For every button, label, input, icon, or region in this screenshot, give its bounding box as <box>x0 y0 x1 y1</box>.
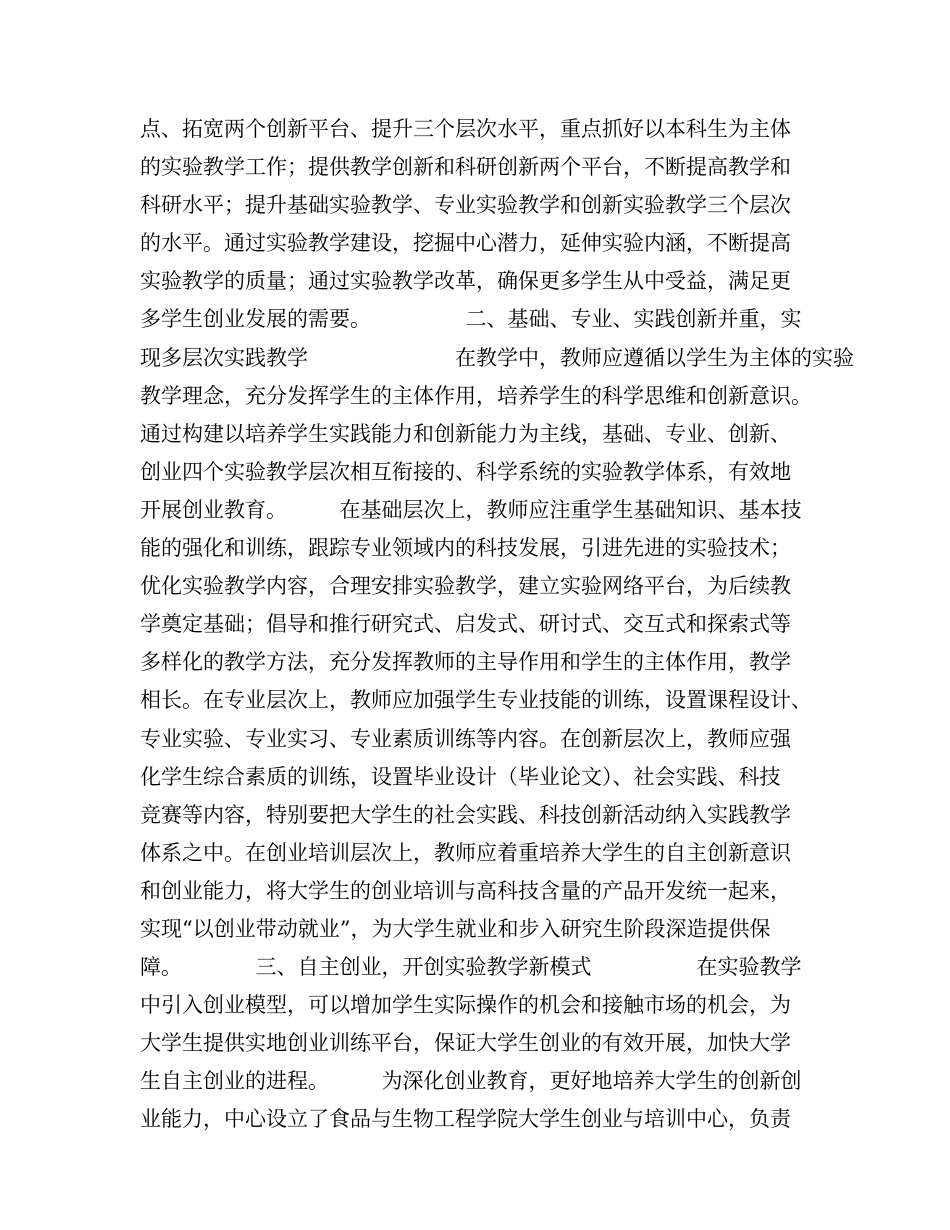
text-line: 的水平。通过实验教学建设，挖掘中心潜力，延伸实验内涵，不断提高 <box>140 231 791 256</box>
text-line: 优化实验教学内容，合理安排实验教学，建立实验网络平台，为后续教 <box>140 574 791 599</box>
body-text <box>140 110 854 1139</box>
text-line: 现多层次实践教学 在教学中，教师应遵循以学生为主体的实验 <box>140 345 854 370</box>
text-line: 通过构建以培养学生实践能力和创新能力为主线，基础、专业、创新、 <box>140 421 791 446</box>
text-line: 专业实验、专业实习、专业素质训练等内容。在创新层次上，教师应强 <box>140 726 791 751</box>
text-line: 和创业能力，将大学生的创业培训与高科技含量的产品开发统一起来， <box>140 878 791 903</box>
text-line: 业能力，中心设立了食品与生物工程学院大学生创业与培训中心，负责 <box>140 1107 791 1132</box>
text-line: 中引入创业模型，可以增加学生实际操作的机会和接触市场的机会，为 <box>140 993 791 1018</box>
text-line: 点、拓宽两个创新平台、提升三个层次水平，重点抓好以本科生为主体 <box>140 117 791 141</box>
text-line: 体系之中。在创业培训层次上，教师应着重培养大学生的自主创新意识 <box>140 840 791 865</box>
text-line: 教学理念，充分发挥学生的主体作用，培养学生的科学思维和创新意识。 <box>140 383 812 408</box>
text-line: 能的强化和训练，跟踪专业领域内的科技发展，引进先进的实验技术； <box>140 536 791 561</box>
text-line: 的实验教学工作；提供教学创新和科研创新两个平台，不断提高教学和 <box>140 155 791 180</box>
text-line: 科研水平；提升基础实验教学、专业实验教学和创新实验教学三个层次 <box>140 193 791 218</box>
text-line: 多学生创业发展的需要。 二、基础、专业、实践创新并重，实 <box>140 307 802 332</box>
text-line: 相长。在专业层次上，教师应加强学生专业技能的训练，设置课程设计、 <box>140 688 812 713</box>
text-line: 多样化的教学方法，充分发挥教师的主导作用和学生的主体作用，教学 <box>140 650 791 675</box>
text-line: 实现“以创业带动就业”，为大学生就业和步入研究生阶段深造提供保 <box>140 916 771 941</box>
text-line: 生自主创业的进程。 为深化创业教育，更好地培养大学生的创新创 <box>140 1069 802 1094</box>
text-line: 实验教学的质量；通过实验教学改革，确保更多学生从中受益，满足更 <box>140 269 791 294</box>
text-line: 创业四个实验教学层次相互衔接的、科学系统的实验教学体系，有效地 <box>140 459 791 484</box>
text-line: 大学生提供实地创业训练平台，保证大学生创业的有效开展，加快大学 <box>140 1031 791 1056</box>
text-line: 学奠定基础；倡导和推行研究式、启发式、研讨式、交互式和探索式等 <box>140 612 791 637</box>
text-line: 化学生综合素质的训练，设置毕业设计（毕业论文）、社会实践、科技 <box>140 764 781 789</box>
text-line: 竞赛等内容，特别要把大学生的社会实践、科技创新活动纳入实践教学 <box>140 802 791 827</box>
text-line: 开展创业教育。 在基础层次上，教师应注重学生基础知识、基本技 <box>140 497 802 522</box>
text-line: 障。 三、自主创业，开创实验教学新模式 在实验教学 <box>140 955 802 980</box>
